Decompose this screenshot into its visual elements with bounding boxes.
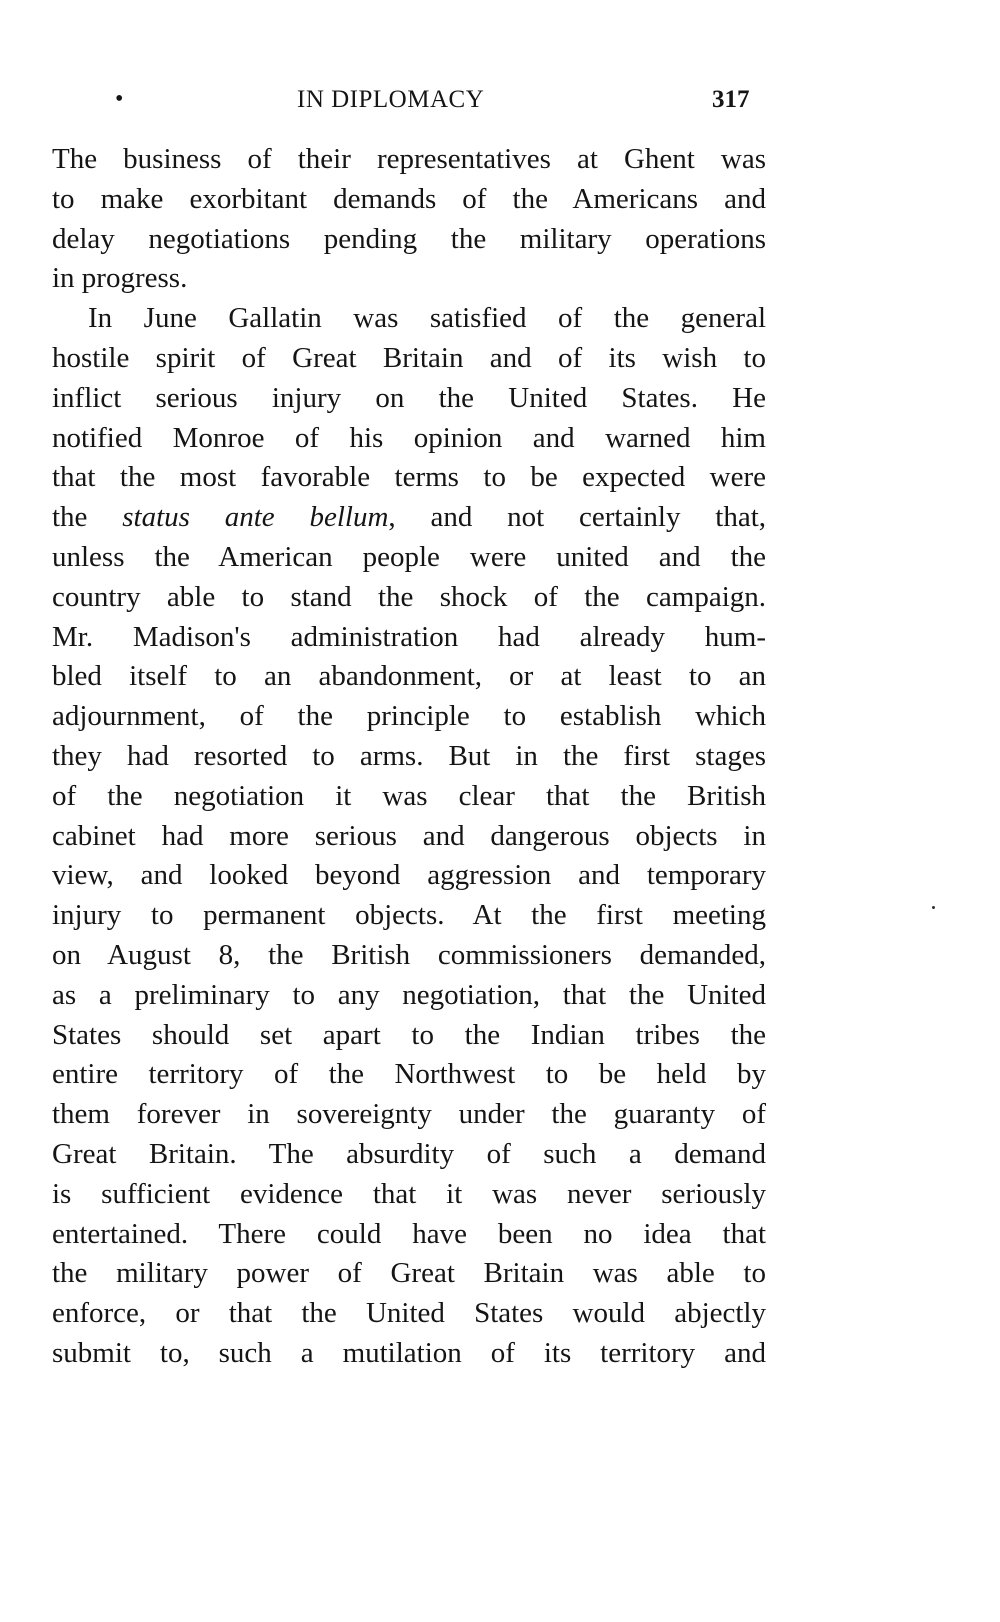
text-line-italic bbox=[52, 498, 766, 538]
text-line: inflict serious injury on the United States. He bbox=[52, 381, 766, 414]
text-line: country able to stand the shock of the campaign. bbox=[52, 580, 766, 613]
text-line: that the most favorable terms to be expected were bbox=[52, 461, 766, 494]
text-line: bled itself to an abandonment, or at least to an bbox=[52, 660, 766, 693]
text-line: delay negotiations pending the military operations bbox=[52, 222, 766, 255]
text-line: Mr. Madison's administration had already hum- bbox=[52, 620, 766, 653]
text-after: , and not certainly that, bbox=[388, 501, 767, 534]
paragraph-2 bbox=[52, 299, 766, 1374]
text-line: of the negotiation it was clear that the British bbox=[52, 779, 766, 812]
text-line: cabinet had more serious and dangerous objects in bbox=[52, 819, 766, 852]
text-line: them forever in sovereignty under the guaranty of bbox=[52, 1098, 766, 1131]
text-line: to make exorbitant demands of the Americans and bbox=[52, 182, 766, 215]
text-line: entertained. There could have been no idea that bbox=[52, 1217, 766, 1250]
text-line: Great Britain. The absurdity of such a demand bbox=[52, 1137, 766, 1170]
text-line: The business of their representatives at Ghent was bbox=[52, 143, 766, 175]
text-line: adjournment, of the principle to establish which bbox=[52, 700, 766, 733]
text-line: view, and looked beyond aggression and temporary bbox=[52, 859, 766, 892]
text-line: In June Gallatin was satisfied of the general bbox=[88, 302, 766, 335]
text-line: enforce, or that the United States would abjectly bbox=[52, 1297, 766, 1330]
italic-phrase: status ante bellum bbox=[122, 501, 389, 534]
running-title: IN DIPLOMACY bbox=[297, 86, 485, 113]
text-line: unless the American people were united and the bbox=[52, 540, 766, 573]
text-line: notified Monroe of his opinion and warned him bbox=[52, 421, 766, 454]
paragraph-1 bbox=[52, 140, 766, 299]
text-line: as a preliminary to any negotiation, that the United bbox=[52, 978, 766, 1011]
text-line: submit to, such a mutilation of its territory and bbox=[52, 1336, 766, 1369]
text-line: hostile spirit of Great Britain and of its wish to bbox=[52, 341, 766, 374]
page-body bbox=[52, 140, 766, 1374]
page-number: 317 bbox=[712, 86, 750, 113]
text-line: in progress. bbox=[52, 262, 188, 295]
ink-mark: • bbox=[115, 86, 124, 112]
running-header bbox=[0, 84, 1000, 118]
text-line: is sufficient evidence that it was never seriously bbox=[52, 1177, 766, 1210]
text-line: they had resorted to arms. But in the first stages bbox=[52, 739, 766, 772]
paragraph-2-continued bbox=[52, 538, 766, 1374]
text-before: the bbox=[52, 501, 123, 534]
text-line: the military power of Great Britain was able to bbox=[52, 1257, 766, 1290]
scan-speck bbox=[932, 906, 935, 909]
text-line: on August 8, the British commissioners demanded, bbox=[52, 938, 766, 971]
text-line: injury to permanent objects. At the first meeting bbox=[52, 899, 766, 932]
text-line: States should set apart to the Indian tribes the bbox=[52, 1018, 766, 1051]
text-line: entire territory of the Northwest to be held by bbox=[52, 1058, 766, 1091]
